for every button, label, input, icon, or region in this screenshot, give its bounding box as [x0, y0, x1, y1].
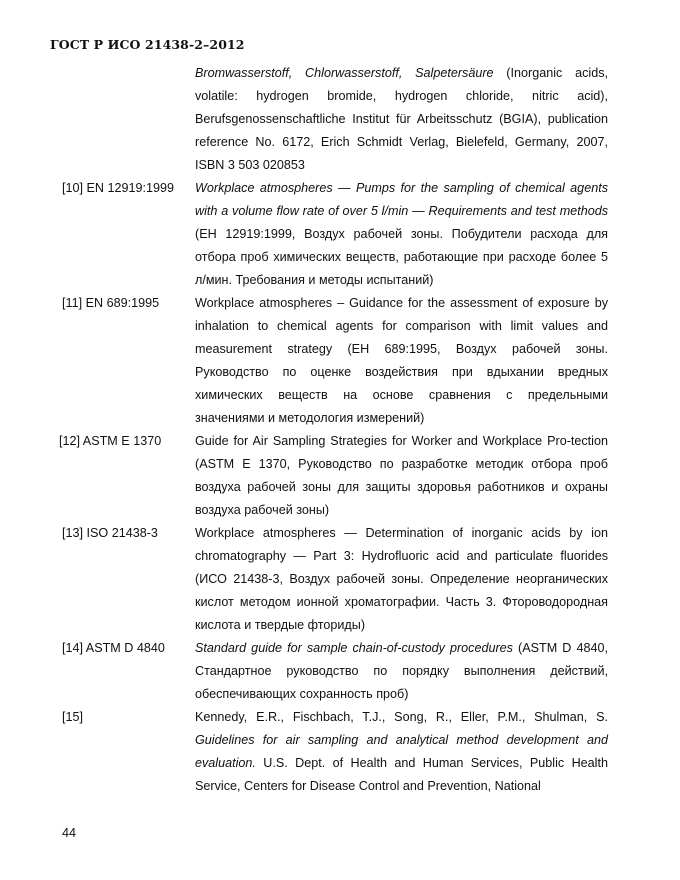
reference-details: Guide for Air Sampling Strategies for Worker and Workplace Pro-tection (ASTM E 1370, Руководство по разработке методик отбора проб воздуха рабочей зоны для защиты здоровья работников и охраны воздуха рабочей зоны): [195, 434, 608, 517]
reference-details: U.S. Dept. of Health and Human Services, Public Health Service, Centers for Disease Control and Prevention, National: [195, 756, 608, 793]
reference-number: [14] ASTM D 4840: [62, 641, 165, 655]
reference-title: Bromwasserstoff, Chlorwasserstoff, Salpetersäure: [195, 66, 494, 80]
reference-entry: [0, 522, 680, 637]
reference-number: [15]: [62, 710, 84, 724]
reference-details: Kennedy, E.R., Fischbach, T.J., Song, R., Eller, P.M., Shulman, S.: [195, 710, 608, 724]
reference-entry: [0, 62, 680, 177]
reference-entry: [0, 292, 680, 430]
reference-entry: [0, 637, 680, 706]
reference-text: [195, 177, 608, 292]
reference-details: (Inorganic acids, volatile: hydrogen bromide, hydrogen chloride, nitric acid), Berufsgenossenschaftliche Institut für Arbeitsschutz (BGIA), publication reference No. 6172, Erich Schmidt Verlag, Bielefeld, Germany, 2007, ISBN 3 503 020853: [195, 66, 608, 172]
reference-text: [195, 522, 608, 637]
reference-text: [195, 430, 608, 522]
reference-text: [195, 637, 608, 706]
reference-text: [195, 706, 608, 798]
page-number: 44: [62, 826, 77, 840]
reference-number: [11] EN 689:1995: [62, 296, 160, 310]
reference-number: [12] ASTM E 1370: [59, 434, 162, 448]
reference-text: [195, 292, 608, 430]
reference-number: [13] ISO 21438-3: [62, 526, 158, 540]
reference-details: (ЕН 12919:1999, Воздух рабочей зоны. Побудители расхода для отбора проб химических веществ, работающие при расходе более 5 л/мин. Требования и методы испытаний): [195, 227, 608, 287]
reference-title: Workplace atmospheres — Pumps for the sampling of chemical agents with a volume flow rate of over 5 l/min — Requirements and test methods: [195, 181, 608, 218]
reference-title: Standard guide for sample chain-of-custody procedures: [195, 641, 513, 655]
reference-text: [195, 62, 608, 177]
reference-details: (ASTM D 4840, Стандартное руководство по порядку выполнения действий, обеспечивающих сохранность проб): [195, 641, 608, 701]
reference-title: Guidelines for air sampling and analytical method development and evaluation.: [195, 733, 608, 770]
reference-entry: [0, 706, 680, 798]
bibliography-list: [0, 62, 680, 798]
reference-details: Workplace atmospheres — Determination of inorganic acids by ion chromatography — Part 3: Hydrofluoric acid and particulate fluorides (ИСО 21438-3, Воздух рабочей зоны. Определение неорганических кислот методом ионной хроматографии. Часть 3. Фтороводородная кислота и твердые фториды): [195, 526, 608, 632]
reference-entry: [0, 430, 680, 522]
reference-number: [10] EN 12919:1999: [62, 181, 175, 195]
reference-details: Workplace atmospheres – Guidance for the assessment of exposure by inhalation to chemical agents for comparison with limit values and measurement strategy (ЕН 689:1995, Воздух рабочей зоны. Руководство по оценке воздействия при вдыхании вредных химических веществ на основе сравнения с предельными значениями и методология измерений): [195, 296, 608, 425]
document-header: ГОСТ Р ИСО 21438-2–2012: [50, 37, 245, 52]
reference-entry: [0, 177, 680, 292]
